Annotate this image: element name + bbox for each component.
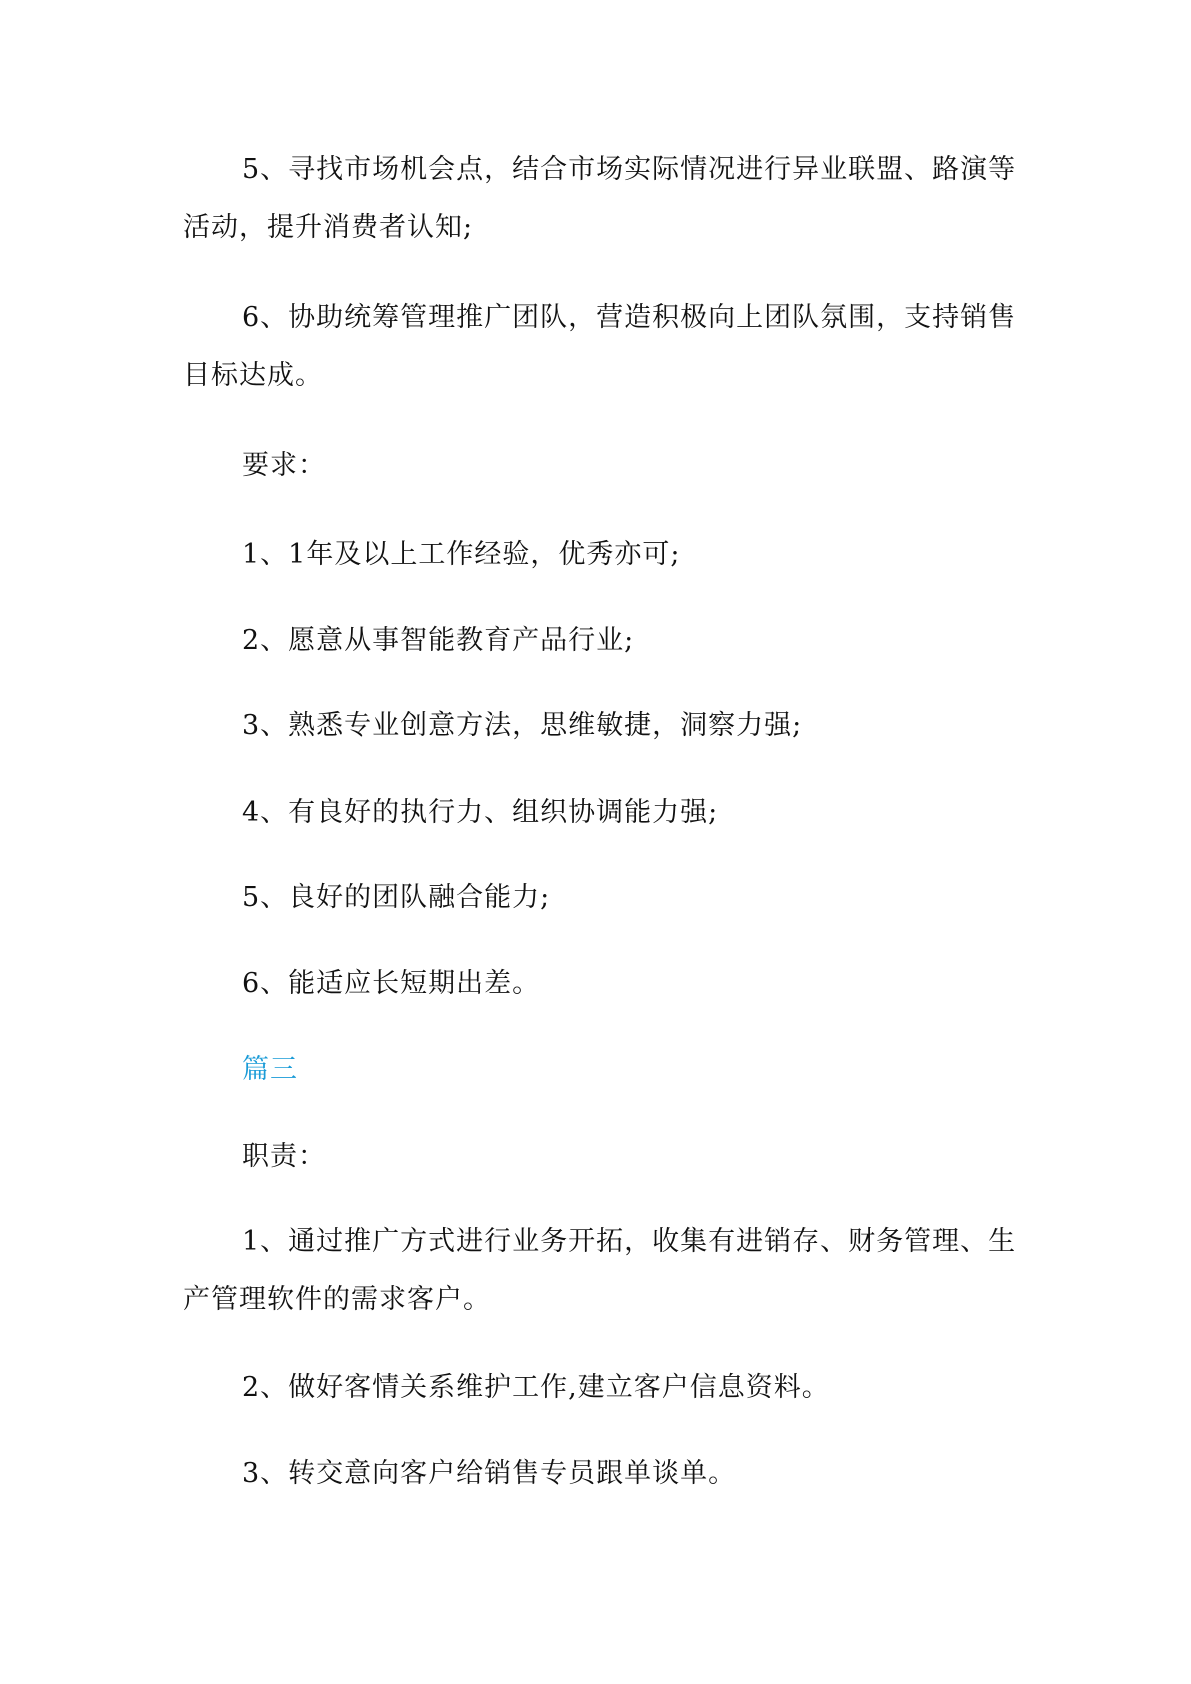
duty-item-1: 1、通过推广方式进行业务开拓，收集有进销存、财务管理、生产管理软件的需求客户。 (183, 1226, 1017, 1315)
requirement-item-5: 5、良好的团队融合能力; (242, 882, 551, 913)
duty-item-2: 2、做好客情关系维护工作,建立客户信息资料。 (242, 1372, 830, 1403)
requirements-label: 要求： (242, 450, 326, 481)
requirement-item-4: 4、有良好的执行力、组织协调能力强; (242, 797, 719, 828)
duties-label: 职责： (242, 1141, 326, 1172)
duty-item-6: 6、协助统筹管理推广团队，营造积极向上团队氛围，支持销售目标达成。 (183, 302, 1017, 391)
requirement-item-1: 1、1年及以上工作经验，优秀亦可; (242, 539, 681, 570)
requirement-item-2: 2、愿意从事智能教育产品行业; (242, 625, 635, 656)
requirement-item-6: 6、能适应长短期出差。 (242, 968, 541, 999)
section-heading: 篇三 (242, 1054, 298, 1085)
requirement-item-3: 3、熟悉专业创意方法，思维敏捷，洞察力强; (242, 710, 803, 741)
duty-item-3: 3、转交意向客户给销售专员跟单谈单。 (242, 1458, 737, 1489)
duty-item-5: 5、寻找市场机会点，结合市场实际情况进行异业联盟、路演等活动，提升消费者认知; (183, 154, 1017, 243)
